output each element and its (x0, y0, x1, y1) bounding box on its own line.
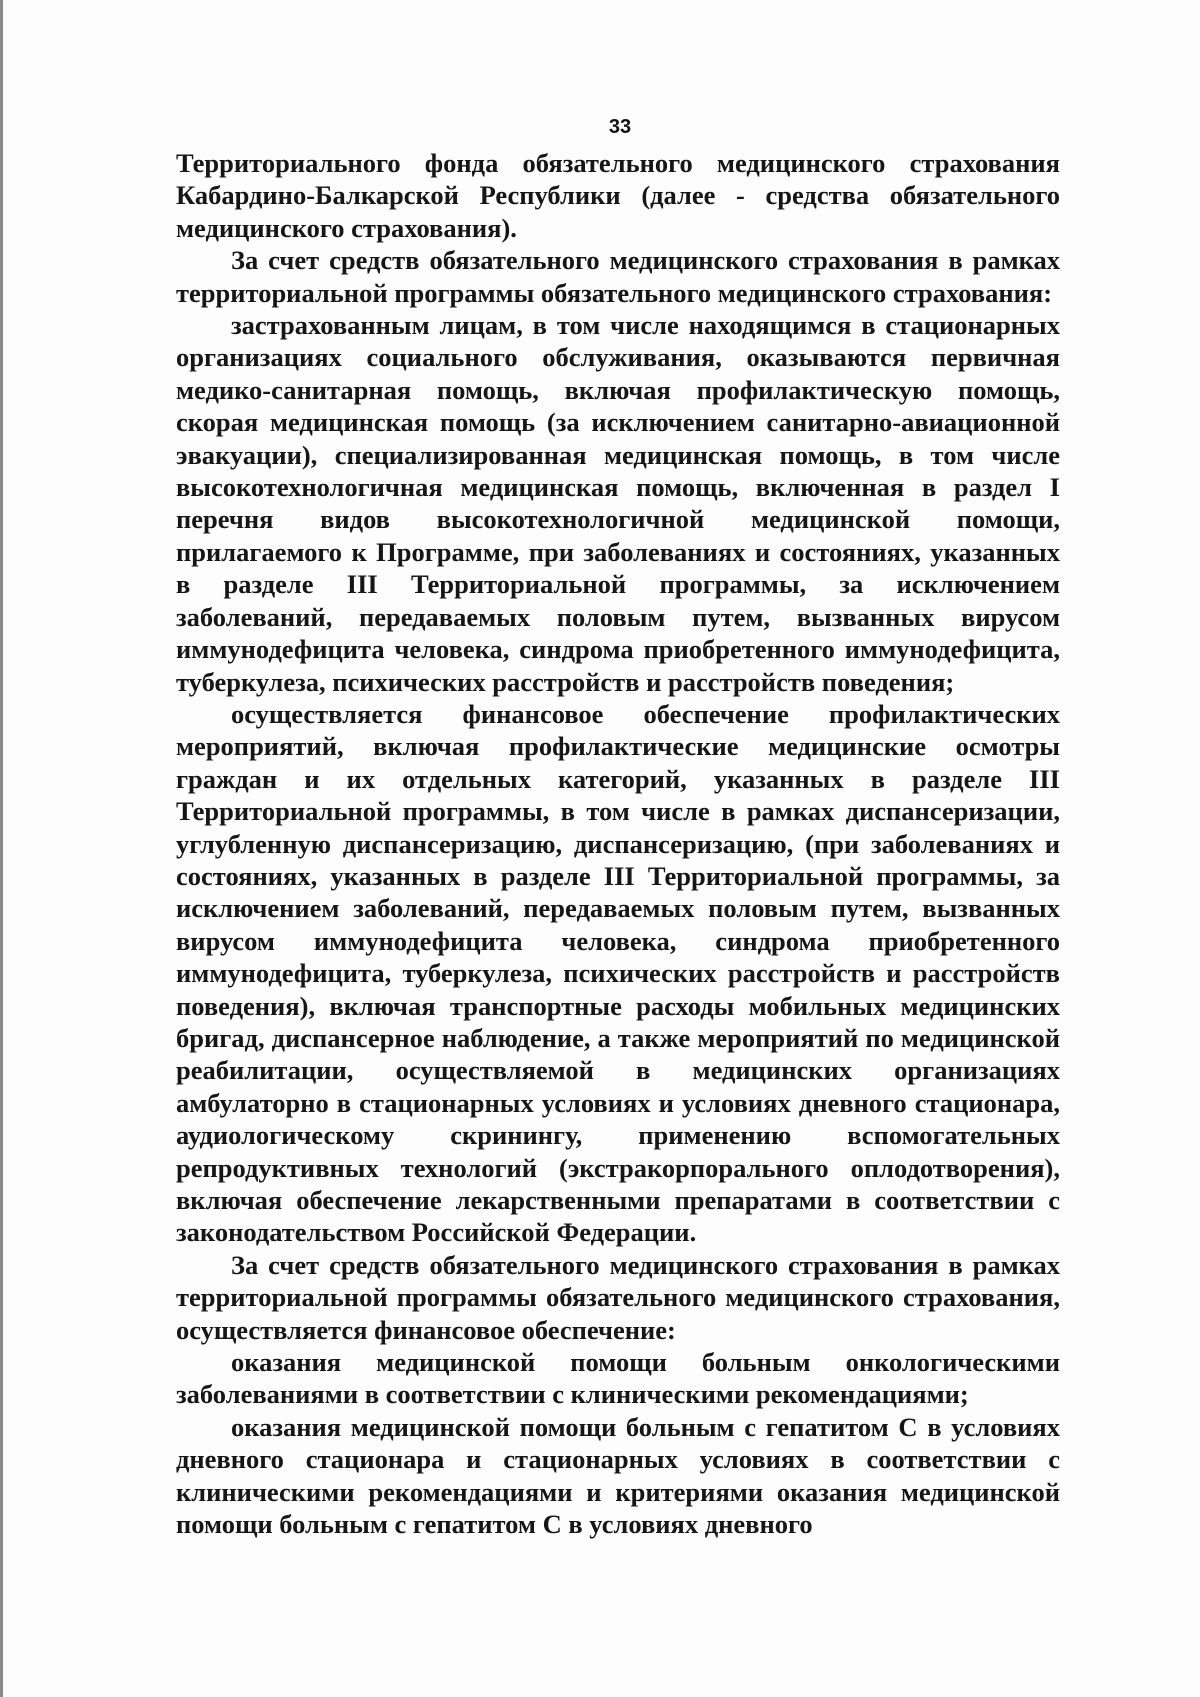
paragraph-insured-persons-care: застрахованным лицам, в том числе находящимся в стационарных организациях социального обслуживания, оказываются первичная медико-санитарная помощь, включая профилактическую помощь, скорая медицинская помощь (за исключением санитарно-авиационной эвакуации), специализированная медицинская помощь, в том числе высокотехнологичная медицинская помощь, включенная в раздел I перечня видов высокотехнологичной медицинской помощи, прилагаемого к Программе, при заболеваниях и состояниях, указанных в разделе III Территориальной программы, за исключением заболеваний, передаваемых половым путем, вызванных вирусом иммунодефицита человека, синдрома приобретенного иммунодефицита, туберкулеза, психических расстройств и расстройств поведения; (176, 310, 1060, 697)
document-body (176, 147, 1060, 1540)
scan-edge (0, 0, 3, 1697)
paragraph-financial-provision-intro: За счет средств обязательного медицинского страхования в рамках территориальной программы обязательного медицинского страхования, осуществляется финансовое обеспечение: (176, 1249, 1060, 1345)
paragraph-continuation: Территориального фонда обязательного медицинского страхования Кабардино-Балкарской Республики (далее - средства обязательного медицинского страхования). (176, 148, 1060, 243)
paragraph-preventive-measures: осуществляется финансовое обеспечение профилактических мероприятий, включая профилактические медицинские осмотры граждан и их отдельных категорий, указанных в разделе III Территориальной программы, в том числе в рамках диспансеризации, углубленную диспансеризацию, диспансеризацию, (при заболеваниях и состояниях, указанных в разделе III Территориальной программы, за исключением заболеваний, передаваемых половым путем, вызванных вирусом иммунодефицита человека, синдрома приобретенного иммунодефицита, туберкулеза, психических расстройств и расстройств поведения), включая транспортные расходы мобильных медицинских бригад, диспансерное наблюдение, а также мероприятий по медицинской реабилитации, осуществляемой в медицинских организациях амбулаторно в стационарных условиях и условиях дневного стационара, аудиологическому скринингу, применению вспомогательных репродуктивных технологий (экстракорпорального оплодотворения), включая обеспечение лекарственными препаратами в соответствии с законодательством Российской Федерации. (176, 698, 1060, 1248)
paragraph-hepatitis-c-care: оказания медицинской помощи больным с гепатитом С в условиях дневного стационара и стационарных условиях в соответствии с клиническими рекомендациями и критериями оказания медицинской помощи больным с гепатитом С в условиях дневного (176, 1411, 1060, 1540)
paragraph-oncology-care: оказания медицинской помощи больным онкологическими заболеваниями в соответствии с клиническими рекомендациями; (176, 1347, 1060, 1410)
page-number: 33 (608, 116, 632, 138)
paragraph-oms-funding-intro: За счет средств обязательного медицинского страхования в рамках территориальной программы обязательного медицинского страхования: (176, 245, 1060, 308)
